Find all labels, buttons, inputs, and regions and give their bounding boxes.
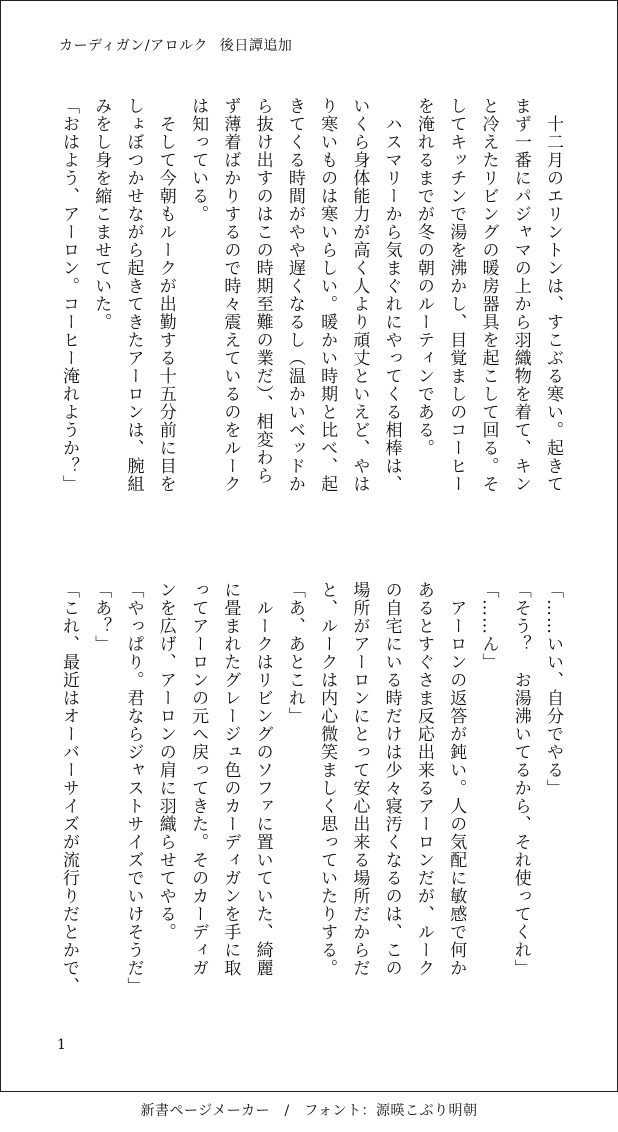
- text-line: 十二月のエリントンは、すこぶる寒い。起きて: [542, 97, 563, 493]
- footer-credit: 新書ページメーカー / フォント：源暎こぶり明朝: [140, 1103, 478, 1119]
- text-line: 「……ん」: [478, 581, 499, 671]
- text-line: ってアーロンの元へ戻ってきた。そのカーディガ: [188, 581, 209, 977]
- page-number: 1: [57, 1037, 66, 1053]
- text-line: に畳まれたグレージュ色のカーディガンを手に取: [220, 581, 241, 977]
- text-line: 「これ、最近はオーバーサイズが流行りだとかで、: [59, 581, 79, 995]
- page-header: [59, 35, 292, 55]
- text-line: 「あ、あとこれ」: [284, 581, 305, 725]
- text-line: ら抜け出すのはこの時期至難の業だ）、相変わら: [252, 97, 273, 485]
- text-line: と、ルークは内心微笑ましく思っていたりする。: [317, 581, 338, 977]
- text-line: 場所がアーロンにとって安心出来る場所だからだ: [349, 581, 370, 977]
- text-line: いくら身体能力が高く人より頑丈といえど、やは: [349, 97, 370, 493]
- text-line: アーロンの返答が鈍い。人の気配に敏感で何か: [446, 581, 467, 977]
- text-line: は知っている。: [188, 97, 209, 223]
- text-line: そして今朝もルークが出勤する十五分前に目を: [155, 97, 176, 493]
- text-line: 「おはよう、アーロン。コーヒー淹れようか？」: [59, 97, 79, 493]
- work-title: カーディガン/アロルク: [59, 38, 208, 54]
- text-line: してキッチンで湯を沸かし、目覚ましのコーヒー: [446, 97, 467, 493]
- text-block-bottom: [56, 581, 566, 1021]
- text-line: 「あ？」: [91, 581, 112, 653]
- text-line: まず一番にパジャマの上から羽織物を着て、キン: [510, 97, 531, 493]
- text-line: ず薄着ばかりするので時々震えているのをルーク: [220, 97, 241, 493]
- text-line: みをし身を縮こませていた。: [91, 97, 112, 331]
- text-line: 「そう？ お湯沸いてるから、それ使ってくれ」: [510, 581, 531, 977]
- text-line: ハスマリーから気まぐれにやってくる相棒は、: [381, 97, 402, 493]
- text-line: ルークはリビングのソファに置いていた、綺麗: [252, 581, 273, 977]
- text-line: 「……いい、自分でやる」: [542, 581, 563, 797]
- text-line: り寒いものは寒いらしい。暖かい時期と比べ、起: [317, 97, 338, 493]
- text-line: を淹れるまでが冬の朝のルーティンである。: [413, 97, 434, 457]
- text-line: あるとすぐさま反応出来るアーロンだが、ルーク: [413, 581, 434, 977]
- text-line: と冷えたリビングの暖房器具を起こして回る。そ: [478, 97, 499, 493]
- text-block-top: [56, 97, 566, 517]
- text-line: の自宅にいる時だけは少々寝汚くなるのは、この: [381, 581, 402, 977]
- work-subtitle: 後日譚追加: [219, 38, 293, 54]
- text-line: ンを広げ、アーロンの肩に羽織らせてやる。: [155, 581, 176, 941]
- text-line: きてくる時間がやや遅くなるし（温かいベッドか: [284, 97, 305, 493]
- text-line: しょぼつかせながら起きてきたアーロンは、腕組: [123, 97, 144, 493]
- text-line: 「やっぱり。君ならジャストサイズでいけそうだ」: [123, 581, 144, 995]
